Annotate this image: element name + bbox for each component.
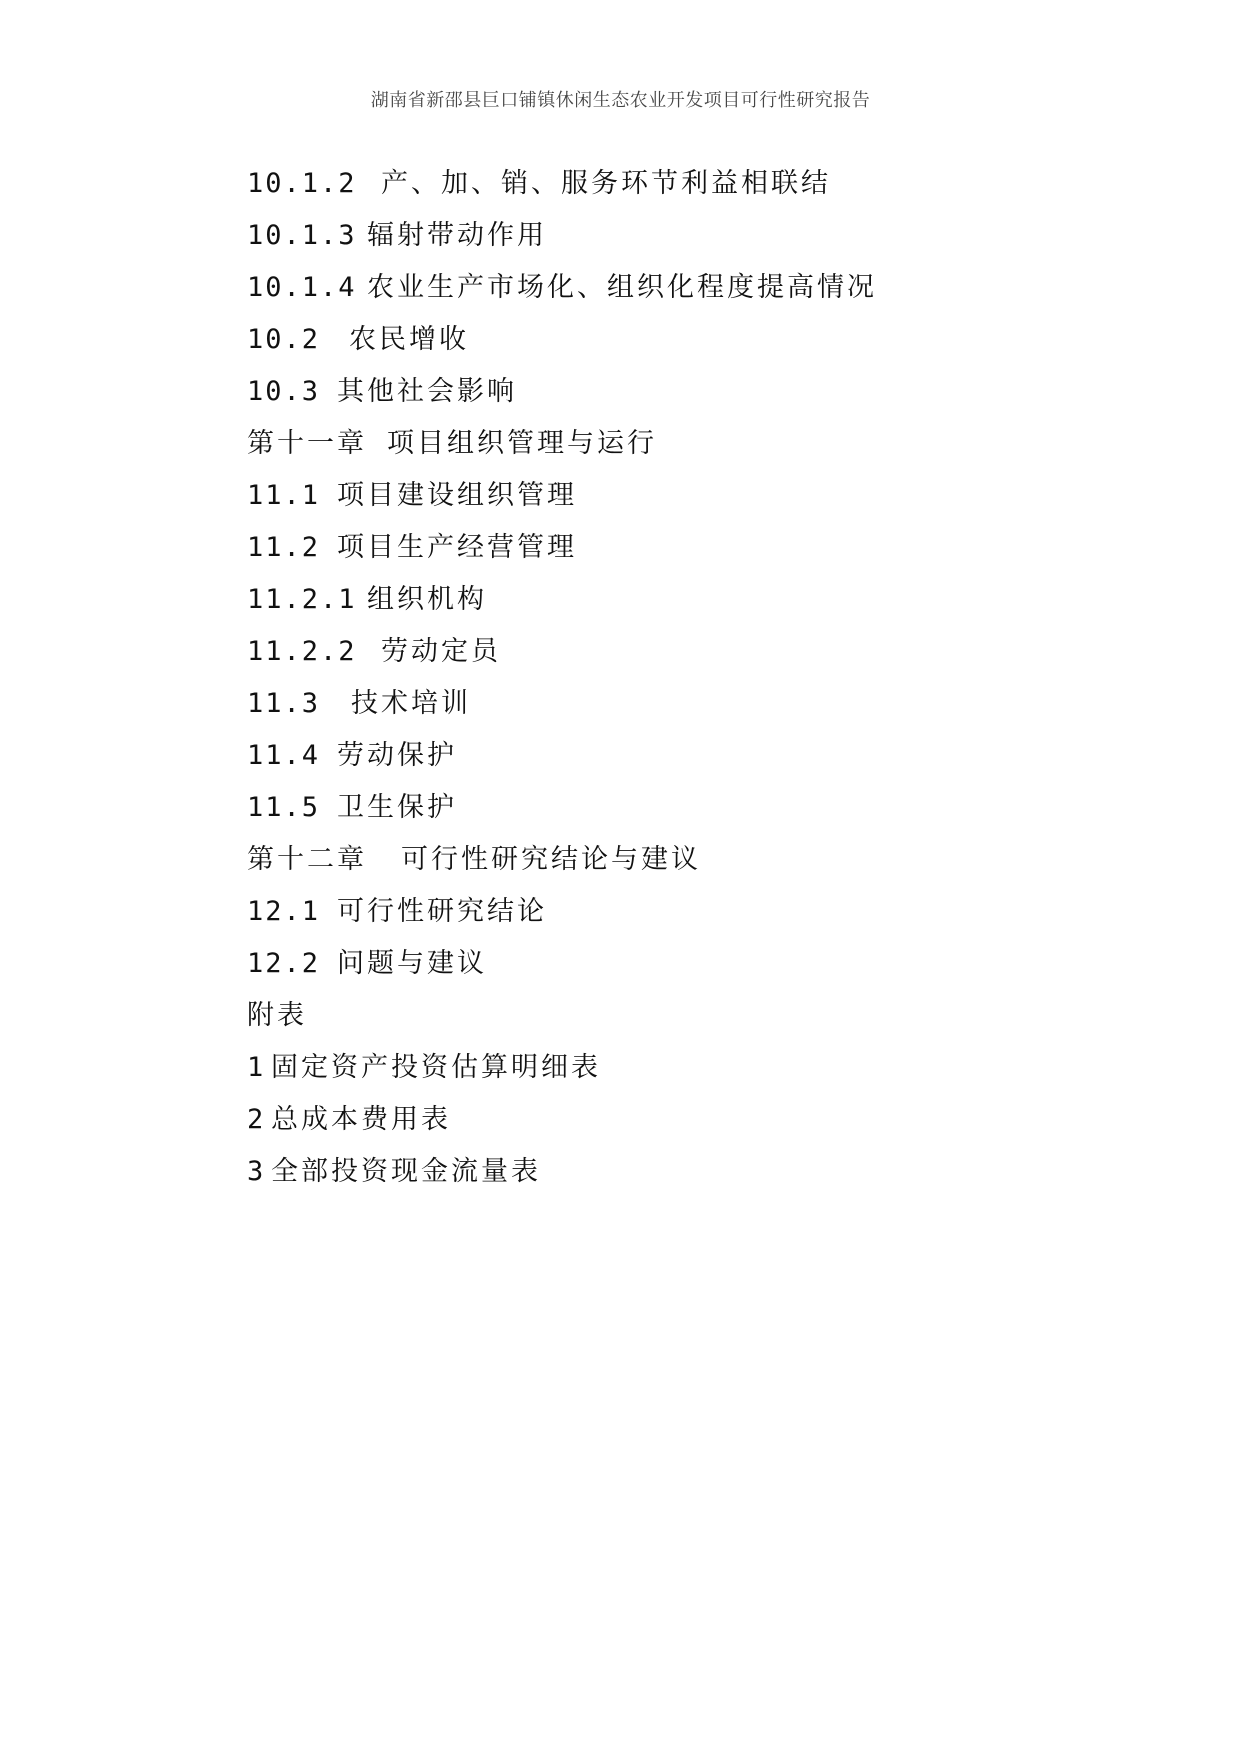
toc-appendix-title: 固定资产投资估算明细表: [271, 1052, 601, 1083]
toc-chapter: [247, 834, 1147, 886]
toc-entry-title: 项目建设组织管理: [337, 480, 577, 511]
toc-entry-title: 可行性研究结论: [337, 896, 547, 927]
toc-chapter-title: 项目组织管理与运行: [387, 428, 657, 459]
toc-chapter-number: 第十一章: [247, 428, 367, 459]
toc-entry-number: 11.2.1: [247, 584, 357, 615]
toc-appendix-title: 附表: [247, 1000, 307, 1031]
toc-entry-number: 11.2: [247, 532, 321, 563]
toc-entry-number: 12.1: [247, 896, 321, 927]
toc-entry: [247, 730, 1147, 782]
toc-entry-title: 产、加、销、服务环节利益相联结: [381, 168, 831, 199]
toc-entry-number: 10.3: [247, 376, 321, 407]
toc-entry-number: 10.2: [247, 324, 321, 355]
toc-appendix-item: [247, 1042, 1147, 1094]
toc-entry: [247, 626, 1147, 678]
toc-entry-title: 问题与建议: [337, 948, 487, 979]
toc-appendix-number: 2: [247, 1104, 266, 1135]
toc-entry: [247, 678, 1147, 730]
toc-appendix-heading: [247, 990, 1147, 1042]
toc-entry-number: 10.1.2: [247, 168, 357, 199]
toc-chapter-title: 可行性研究结论与建议: [401, 844, 701, 875]
toc-entry-title: 卫生保护: [337, 792, 457, 823]
toc-entry: [247, 314, 1147, 366]
toc-entry: [247, 158, 1147, 210]
toc-entry-number: 11.2.2: [247, 636, 357, 667]
toc-appendix-title: 总成本费用表: [271, 1104, 451, 1135]
toc-entry-number: 11.5: [247, 792, 321, 823]
toc-entry-number: 10.1.3: [247, 220, 357, 251]
toc-entry: [247, 782, 1147, 834]
toc-chapter: [247, 418, 1147, 470]
toc-appendix-item: [247, 1146, 1147, 1198]
toc-entry-title: 农民增收: [349, 324, 469, 355]
toc-entry-number: 11.4: [247, 740, 321, 771]
table-of-contents: [247, 158, 1147, 1198]
toc-appendix-title: 全部投资现金流量表: [271, 1156, 541, 1187]
toc-chapter-number: 第十二章: [247, 844, 367, 875]
toc-entry: [247, 366, 1147, 418]
toc-entry: [247, 886, 1147, 938]
toc-entry-title: 组织机构: [367, 584, 487, 615]
toc-entry: [247, 210, 1147, 262]
toc-entry: [247, 574, 1147, 626]
toc-appendix-item: [247, 1094, 1147, 1146]
toc-entry: [247, 262, 1147, 314]
toc-entry-title: 技术培训: [351, 688, 471, 719]
toc-appendix-number: 1: [247, 1052, 266, 1083]
toc-entry-title: 项目生产经营管理: [337, 532, 577, 563]
toc-entry-title: 其他社会影响: [337, 376, 517, 407]
toc-entry-title: 劳动保护: [337, 740, 457, 771]
toc-entry: [247, 470, 1147, 522]
toc-entry-number: 11.3: [247, 688, 321, 719]
toc-entry-number: 10.1.4: [247, 272, 357, 303]
toc-entry-title: 农业生产市场化、组织化程度提高情况: [367, 272, 877, 303]
toc-appendix-number: 3: [247, 1156, 266, 1187]
toc-entry-number: 11.1: [247, 480, 321, 511]
toc-entry-title: 辐射带动作用: [367, 220, 547, 251]
toc-entry: [247, 938, 1147, 990]
toc-entry-number: 12.2: [247, 948, 321, 979]
toc-entry-title: 劳动定员: [381, 636, 501, 667]
page-header: 湖南省新邵县巨口铺镇休闲生态农业开发项目可行性研究报告: [370, 90, 871, 111]
toc-entry: [247, 522, 1147, 574]
